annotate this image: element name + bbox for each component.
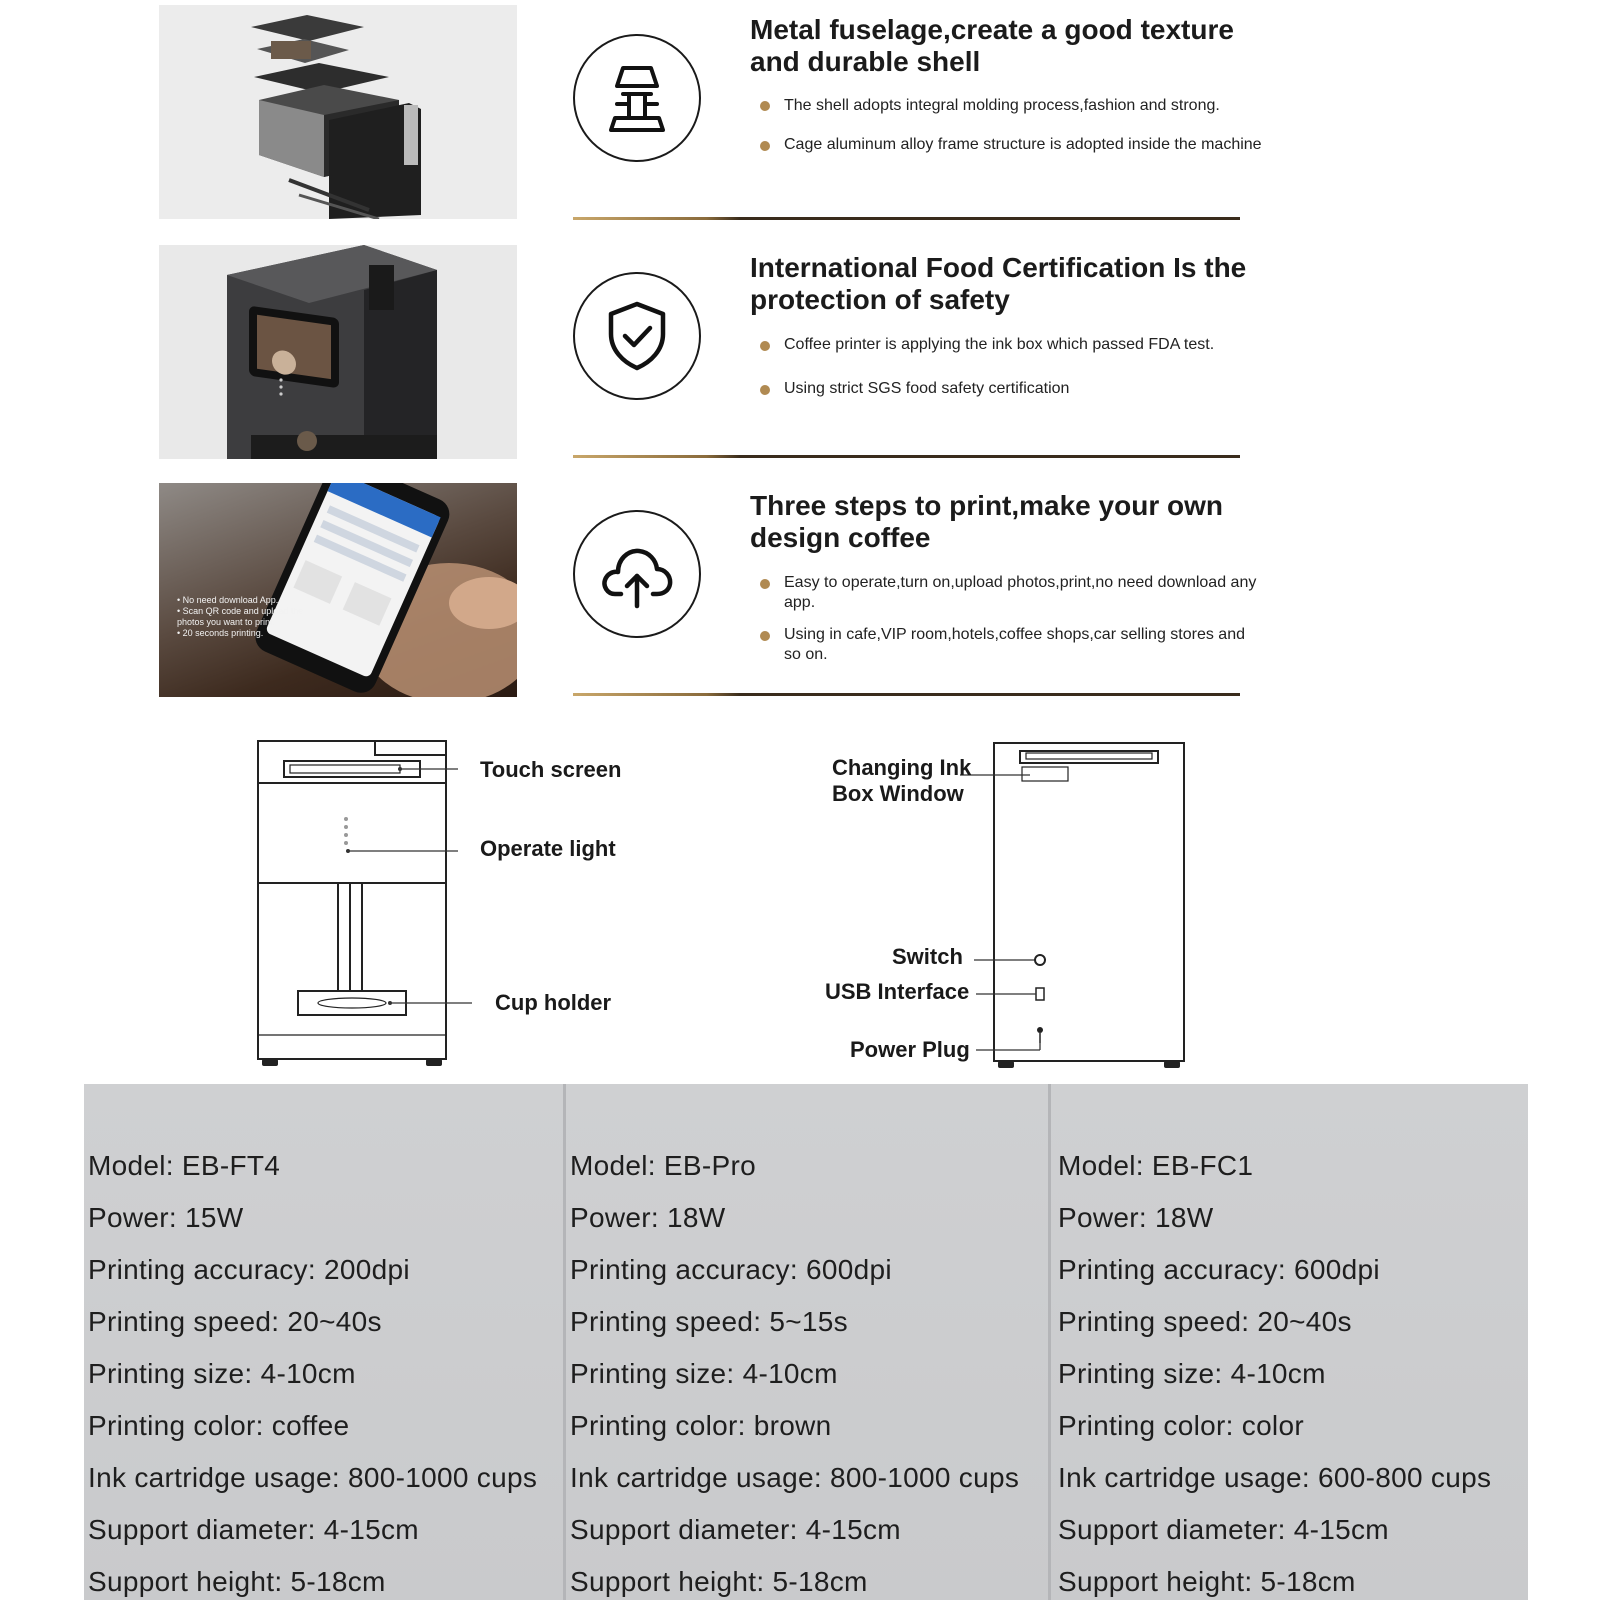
spec-speed: Printing speed: 20~40s (88, 1306, 382, 1337)
spec-model: Model: EB-FC1 (1058, 1150, 1254, 1181)
machine-touchscreen-photo (159, 245, 517, 459)
feature-icon-circle (573, 34, 701, 162)
spec-accuracy: Printing accuracy: 600dpi (1058, 1254, 1380, 1285)
feature-title: Metal fuselage,create a good texture and durable shell (750, 14, 1234, 77)
spec-color: Printing color: coffee (88, 1410, 350, 1441)
back-view-diagram (960, 735, 1200, 1070)
ink-box-window-label (832, 755, 971, 807)
exploded-machine-illustration (159, 5, 517, 219)
shield-check-icon (599, 298, 675, 374)
touch-screen-label: Touch screen (480, 757, 622, 782)
feature-title: Three steps to print,make your own design coffee (750, 490, 1223, 553)
spec-height: Support height: 5-18cm (570, 1566, 868, 1597)
spec-height: Support height: 5-18cm (88, 1566, 386, 1597)
feature-bullet: The shell adopts integral molding process,fashion and strong. (784, 97, 1220, 114)
spec-power: Power: 15W (88, 1202, 244, 1233)
ink-label-line: Changing Ink (832, 755, 972, 780)
power-plug-label: Power Plug (850, 1037, 970, 1062)
lamp-icon (599, 60, 675, 136)
phone-note: • No need download App. (177, 595, 279, 605)
bullet-dot (760, 385, 766, 391)
phone-photo-notes (177, 595, 327, 639)
spec-column-eb-fc1 (1058, 1140, 1491, 1608)
feature-bullet: Using strict SGS food safety certification (784, 380, 1070, 397)
section-divider (573, 455, 1240, 458)
spec-ink-usage: Ink cartridge usage: 800-1000 cups (570, 1462, 1020, 1493)
column-separator (563, 1084, 566, 1600)
feature-icon-circle (573, 510, 701, 638)
front-view-diagram (250, 735, 630, 1070)
spec-diameter: Support diameter: 4-15cm (570, 1514, 901, 1545)
section-divider (573, 217, 1240, 220)
feature-bullet: Coffee printer is applying the ink box which passed FDA test. (784, 336, 1215, 353)
spec-power: Power: 18W (1058, 1202, 1214, 1233)
spec-size: Printing size: 4-10cm (1058, 1358, 1326, 1389)
spec-speed: Printing speed: 20~40s (1058, 1306, 1352, 1337)
spec-accuracy: Printing accuracy: 600dpi (570, 1254, 892, 1285)
bullet-dot (760, 101, 766, 107)
spec-size: Printing size: 4-10cm (88, 1358, 356, 1389)
section-divider (573, 693, 1240, 696)
spec-column-eb-ft4 (88, 1140, 537, 1608)
spec-column-eb-pro (570, 1140, 1019, 1608)
operate-light-label: Operate light (480, 836, 616, 861)
spec-accuracy: Printing accuracy: 200dpi (88, 1254, 410, 1285)
column-separator (1048, 1084, 1051, 1600)
cloud-upload-icon (599, 536, 675, 612)
spec-diameter: Support diameter: 4-15cm (88, 1514, 419, 1545)
machine-illustration (159, 245, 517, 459)
bullet-dot (760, 631, 766, 637)
bullet-dot (760, 341, 766, 347)
spec-model: Model: EB-FT4 (88, 1150, 281, 1181)
spec-ink-usage: Ink cartridge usage: 800-1000 cups (88, 1462, 538, 1493)
phone-note: • Scan QR code and upload the photos you want to print. (177, 606, 304, 627)
spec-power: Power: 18W (570, 1202, 726, 1233)
spec-diameter: Support diameter: 4-15cm (1058, 1514, 1389, 1545)
bullet-dot (760, 579, 766, 585)
cup-holder-label: Cup holder (495, 990, 612, 1015)
spec-speed: Printing speed: 5~15s (570, 1306, 848, 1337)
spec-model: Model: EB-Pro (570, 1150, 756, 1181)
spec-color: Printing color: color (1058, 1410, 1304, 1441)
spec-color: Printing color: brown (570, 1410, 832, 1441)
bullet-dot (760, 141, 766, 147)
feature-title: International Food Certification Is the protection of safety (750, 252, 1247, 315)
feature-icon-circle (573, 272, 701, 400)
ink-label-line: Box Window (832, 781, 964, 806)
spec-height: Support height: 5-18cm (1058, 1566, 1356, 1597)
exploded-shell-photo (159, 5, 517, 219)
feature-bullet: Cage aluminum alloy frame structure is adopted inside the machine (784, 136, 1262, 153)
feature-bullet: Using in cafe,VIP room,hotels,coffee shops,car selling stores and so on. (784, 626, 1245, 663)
feature-bullet: Easy to operate,turn on,upload photos,print,no need download any app. (784, 574, 1257, 611)
spec-size: Printing size: 4-10cm (570, 1358, 838, 1389)
switch-label: Switch (892, 944, 963, 969)
phone-app-photo (159, 483, 517, 697)
usb-interface-label: USB Interface (825, 979, 970, 1004)
hand-with-phone-illustration (159, 483, 517, 697)
spec-ink-usage: Ink cartridge usage: 600-800 cups (1058, 1462, 1492, 1493)
phone-note: • 20 seconds printing. (177, 628, 264, 638)
